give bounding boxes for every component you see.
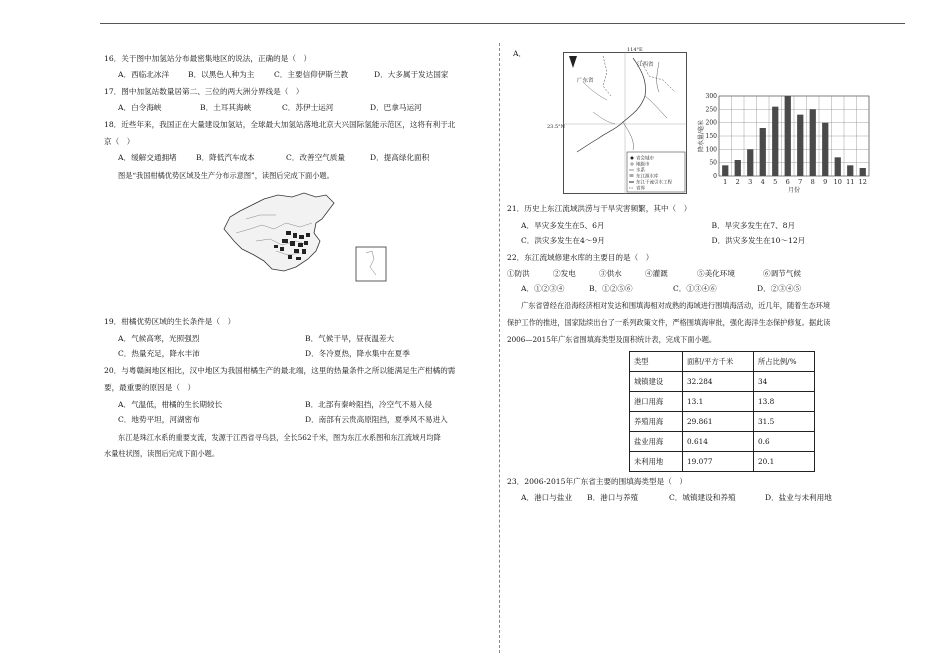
chart-xtick-label: 1 [723,178,728,186]
q17-option-a[interactable]: A．白令海峡 [118,103,162,112]
legend-item-5: 省界 [636,186,645,192]
q19-option-b[interactable]: B．气候干旱，昼夜温差大 [305,334,395,343]
table-cell-share: 31.5 [754,412,815,432]
q17-option-b[interactable]: B．土耳其海峡 [200,103,252,112]
chart-ytick-label: 300 [705,93,717,100]
q20-option-d[interactable]: D．南部有云贵高原阻挡，夏季风不易进入 [305,415,448,424]
table-row [630,432,815,452]
q22-option-d[interactable]: D．②③④⑤ [757,284,802,293]
chart-ytick-label: 100 [705,146,717,154]
q20-option-a[interactable]: A．气温低，柑橘的生长期较长 [118,400,223,409]
table-header-share: 所占比例/% [754,352,815,372]
citrus-intro: 图是“我国柑橘优势区域及生产分布示意图”，读图后完成下面小题。 [118,171,334,180]
q22-stem: 22．东江流域修建水库的主要目的是（ ） [507,253,654,262]
parallel-label: 23.5°N [547,124,566,130]
province-label-jx: 江西省 [637,62,654,68]
chart-bar-6 [785,96,791,176]
table-row [630,412,815,432]
q18-option-d[interactable]: D．提高绿化面积 [370,153,430,162]
right-column [507,46,902,503]
column-divider [499,43,500,653]
q22-option-b[interactable]: B．①②⑤⑥ [589,284,633,293]
q16-option-a[interactable]: A．西临北冰洋 [118,70,170,79]
table-cell-type: 盐业用海 [630,432,683,452]
gd-intro-line1: 广东省曾经在沿海经济相对发达和围填海相对成熟的海域进行围填海活动，近几年，随着生态环境 [521,301,831,310]
q20-stem-line2: 要，最重要的原因是（ ） [104,383,196,392]
chart-xtick-label: 7 [798,178,803,186]
q19-stem: 19．柑橘优势区域的生长条件是（ ） [104,317,236,326]
chart-ytick-label: 0 [713,173,717,180]
q21-options [507,220,902,246]
figure-label-a: A． [513,49,527,58]
gd-intro-line2: 保护工作的推进，国家陆续出台了一系列政策文件，严格围填海审批，强化海洋生态保护修复。据此读 [507,318,831,327]
q21-stem: 21．历史上东江流域洪涝与干旱灾害频繁，其中（ ） [507,204,692,213]
q17-options [104,102,492,113]
legend-item-4: 东江干流引水工程 [636,180,672,186]
table-cell-share: 0.6 [754,432,815,452]
chart-xlabel: 月份 [787,187,801,194]
chart-ytick-label: 250 [705,106,717,114]
q18-option-b[interactable]: B．降低汽车成本 [196,153,255,162]
chart-bar-5 [772,107,778,176]
chart-bar-9 [822,123,828,176]
chart-bar-1 [722,165,728,176]
citrus-map [216,189,394,285]
legend-icon-capital [631,157,634,160]
q21-option-a[interactable]: A．旱灾多发生在5、6月 [521,221,605,230]
chart-bar-12 [860,168,866,176]
chart-xtick-label: 9 [823,178,828,186]
table-row [630,392,815,412]
table-header-area: 面积/平方千米 [683,352,754,372]
header-rule [100,23,905,24]
chart-bar-10 [835,157,841,176]
reclamation-table [629,351,815,472]
q22-options [507,283,902,294]
q23-option-c[interactable]: C．城镇建设和养殖 [669,493,736,502]
chart-ytick-label: 50 [709,159,717,167]
q18-option-c[interactable]: C．改善空气质量 [286,153,345,162]
q19-options [104,333,492,359]
q22-item-2: ②发电 [553,269,576,278]
q16-options [104,69,492,80]
figures-row [507,46,902,196]
table-cell-area: 32.284 [683,372,754,392]
q18-options [104,152,492,163]
q21-option-c[interactable]: C．洪灾多发生在4～9月 [521,236,605,245]
q20-option-c[interactable]: C．地势平坦，河湖密布 [118,415,200,424]
table-row [630,452,815,472]
table-cell-type: 养殖用海 [630,412,683,432]
table-cell-type: 城镇建设 [630,372,683,392]
q22-item-5: ⑤美化环境 [697,269,735,278]
dongjiang-intro-line2: 水量柱状图，读图后完成下面小题。 [104,449,220,458]
q18-option-a[interactable]: A．缓解交通拥堵 [118,153,177,162]
table-cell-area: 0.614 [683,432,754,452]
chart-bar-7 [797,115,803,176]
precipitation-chart [697,90,873,196]
chart-ytick-label: 200 [705,119,717,127]
q23-option-a[interactable]: A．港口与盐业 [521,493,573,502]
q22-item-3: ③供水 [599,269,622,278]
q16-stem: 16．关于图中加氢站分布最密集地区的说法，正确的是（ ） [104,54,312,63]
q16-option-b[interactable]: B．以黑色人种为主 [188,70,255,79]
left-column [104,48,492,461]
table-cell-area: 19.077 [683,452,754,472]
chart-xtick-label: 3 [748,178,753,186]
chart-bar-4 [760,128,766,176]
q20-options [104,399,492,425]
q22-item-6: ⑥调节气候 [763,269,801,278]
q17-option-d[interactable]: D．巴拿马运河 [370,103,422,112]
q18-stem-line1: 18．近些年来，我国正在大量建设加氢站，全球最大加氢站落地北京大兴国际氢能示范区，这将有利于北 [104,120,456,129]
table-cell-share: 34 [754,372,815,392]
table-cell-area: 29.861 [683,412,754,432]
legend-item-2: 水系 [636,168,645,174]
legend-item-3: 东江源水库 [636,174,659,180]
table-cell-type: 港口用海 [630,392,683,412]
chart-ylabel: 降水量/毫米 [698,119,705,153]
table-header-type: 类型 [630,352,683,372]
q22-items [507,268,902,279]
citrus-map-figure [216,189,394,285]
table-cell-type: 未利用地 [630,452,683,472]
chart-xtick-label: 8 [810,178,815,186]
q16-option-c[interactable]: C．主要信仰伊斯兰教 [274,70,349,79]
q16-option-d[interactable]: D．大多属于发达国家 [374,70,449,79]
q19-option-d[interactable]: D．冬冷夏热，降水集中在夏季 [305,349,410,358]
table-row [630,372,815,392]
q22-item-4: ④灌溉 [645,269,668,278]
q18-stem-line2: 京（ ） [104,137,135,146]
meridian-label: 114°E [627,47,643,53]
legend-item-0: 省会城市 [636,156,654,162]
chart-xtick-label: 10 [833,178,842,186]
q22-option-a[interactable]: A．①②③④ [521,284,565,293]
q17-stem: 17．图中加氢站数量居第二、三位的两大洲分界线是（ ） [104,87,304,96]
q17-option-c[interactable]: C．苏伊士运河 [282,103,334,112]
chart-xtick-label: 2 [735,178,740,186]
chart-xtick-label: 5 [773,178,778,186]
dongjiang-intro-line1: 东江是珠江水系的重要支流，发源于江西省寻乌县，全长562千米，图为东江水系图和东江流域月均降 [118,433,441,442]
table-cell-share: 20.1 [754,452,815,472]
table-header-row [630,352,815,372]
gd-intro-line3: 2006—2015年广东省围填海类型及面积统计表，完成下面小题。 [507,335,717,344]
dongjiang-watershed-map [547,47,687,194]
legend-icon-reservoir [630,174,634,177]
q22-item-1: ①防洪 [507,269,530,278]
q19-option-a[interactable]: A．气候高寒，光照强烈 [118,334,200,343]
q22-option-c[interactable]: C．①③④⑥ [673,284,717,293]
chart-xtick-label: 11 [846,178,855,186]
q21-option-d[interactable]: D．洪灾多发生在10～12月 [711,236,806,245]
chart-bar-11 [847,165,853,176]
q20-stem-line1: 20．与粤赣闽地区相比，汉中地区为我国柑橘生产的最北端，这里的热量条件之所以能满足生产柑橘的需 [104,366,456,375]
legend-item-1: 地级市 [636,162,650,168]
chart-ytick-label: 150 [705,133,717,140]
q23-option-b[interactable]: B．港口与养殖 [587,493,639,502]
chart-xtick-label: 6 [785,178,790,186]
table-cell-share: 13.8 [754,392,815,412]
province-label-gd: 广东省 [577,78,594,84]
chart-bar-8 [810,109,816,176]
q23-stem: 23．2006-2015年广东省主要的围填海类型是（ ） [507,477,687,486]
chart-xtick-label: 12 [858,178,867,186]
chart-xtick-label: 4 [760,178,765,186]
table-cell-area: 13.1 [683,392,754,412]
q19-option-c[interactable]: C．热量充足，降水丰沛 [118,349,200,358]
q23-options [507,492,902,503]
chart-bar-3 [747,149,753,176]
q21-option-b[interactable]: B．旱灾多发生在7、8月 [711,221,796,230]
q20-option-b[interactable]: B．北部有秦岭阻挡，冷空气不易入侵 [305,400,433,409]
q23-option-d[interactable]: D．盐业与未利用地 [765,493,832,502]
chart-bar-2 [735,160,741,176]
